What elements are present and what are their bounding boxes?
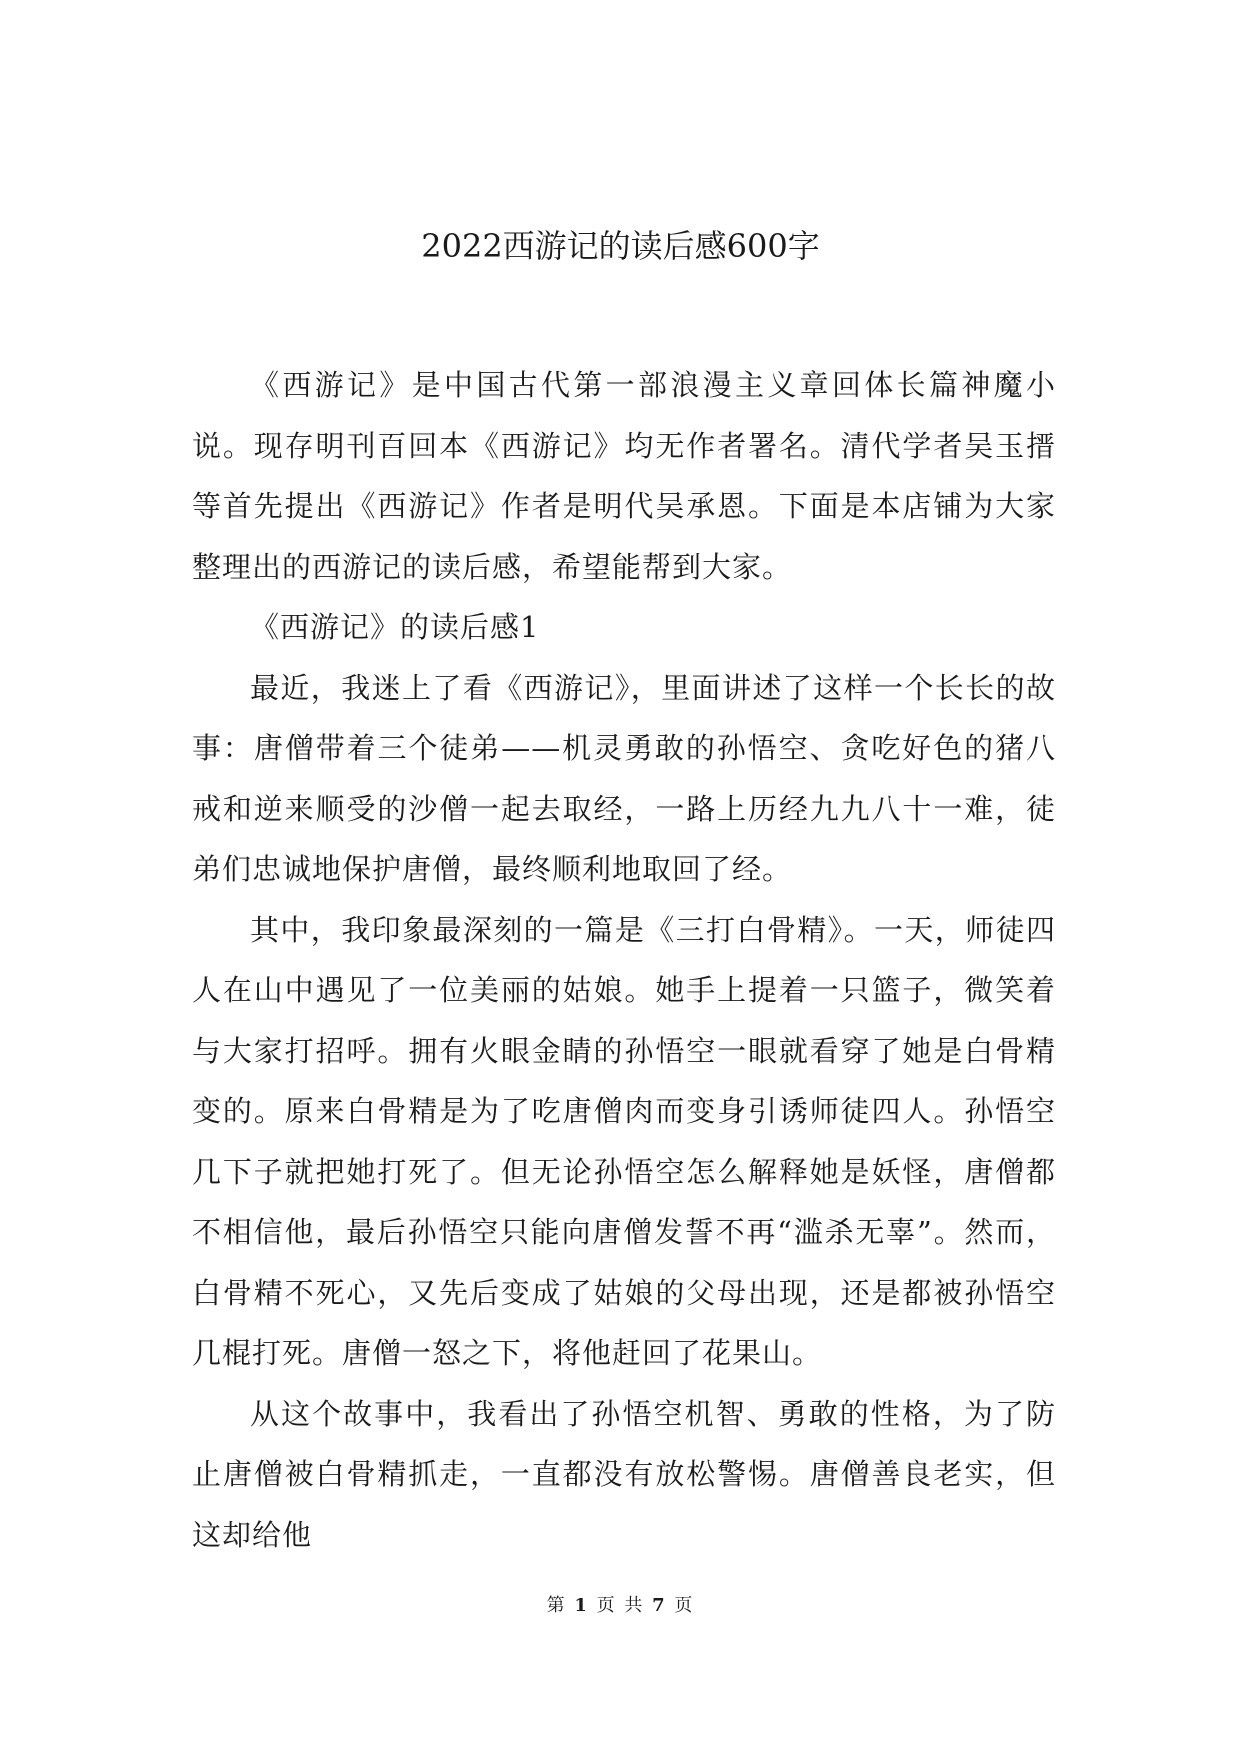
- section-heading: 《西游记》的读后感1: [250, 610, 540, 644]
- paragraph-intro: 《西游记》是中国古代第一部浪漫主义章回体长篇神魔小说。现存明刊百回本《西游记》均无作者署名。清代学者吴玉搢等首先提出《西游记》作者是明代吴承恩。下面是本店铺为大家整理出的西游记的读后感，希望能帮到大家。: [192, 368, 1056, 584]
- page-footer: [0, 1594, 1241, 1618]
- page-number: 1: [574, 1595, 589, 1616]
- paragraph-story: 最近，我迷上了看《西游记》，里面讲述了这样一个长长的故事：唐僧带着三个徒弟——机灵勇敢的孙悟空、贪吃好色的猪八戒和逆来顺受的沙僧一起去取经，一路上历经九九八十一难，徒弟们忠诚地保护唐僧，最终顺利地取回了经。: [192, 670, 1056, 886]
- document-title: 2022西游记的读后感600字: [421, 227, 820, 265]
- paragraph-white-bone-demon: 其中，我印象最深刻的一篇是《三打白骨精》。一天，师徒四人在山中遇见了一位美丽的姑娘。她手上提着一只篮子，微笑着与大家打招呼。拥有火眼金睛的孙悟空一眼就看穿了她是白骨精变的。原来白骨精是为了吃唐僧肉而变身引诱师徒四人。孙悟空几下子就把她打死了。但无论孙悟空怎么解释她是妖怪，唐僧都不相信他，最后孙悟空只能向唐僧发誓不再“滥杀无辜”。然而，白骨精不死心，又先后变成了姑娘的父母出现，还是都被孙悟空几棍打死。唐僧一怒之下，将他赶回了花果山。: [192, 912, 1056, 1370]
- footer-prefix: 第: [546, 1595, 567, 1616]
- footer-suffix: 页: [674, 1595, 695, 1616]
- paragraph-reflection: 从这个故事中，我看出了孙悟空机智、勇敢的性格，为了防止唐僧被白骨精抓走，一直都没有放松警惕。唐僧善良老实，但这却给他: [192, 1396, 1056, 1552]
- document-body: [192, 355, 1056, 1565]
- footer-middle: 页 共: [596, 1595, 645, 1616]
- page-total: 7: [652, 1595, 667, 1616]
